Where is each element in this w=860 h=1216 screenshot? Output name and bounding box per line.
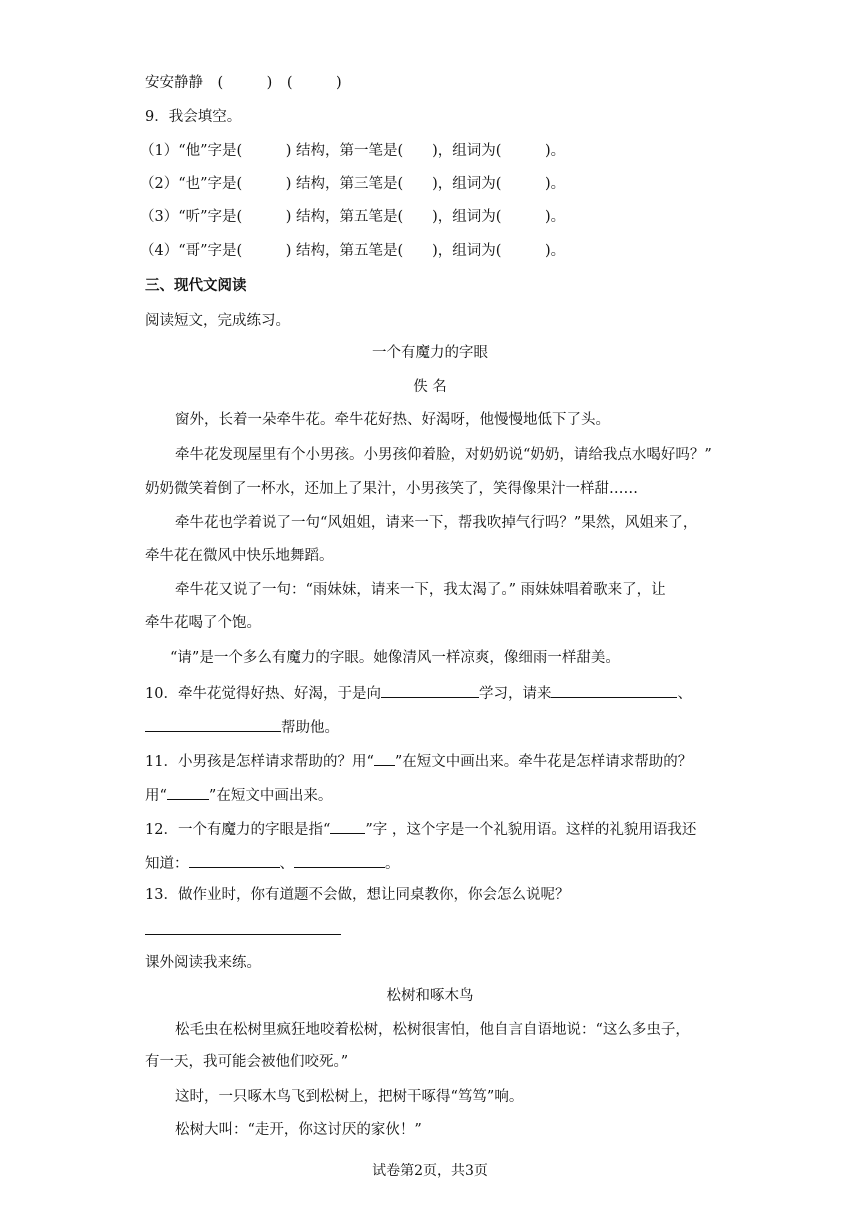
question-10-text-a: 10．牵牛花觉得好热、好渴，于是向 (145, 686, 381, 702)
question-10-blank-2[interactable] (551, 681, 677, 698)
question-11-blank-2[interactable] (167, 783, 209, 800)
question-9-item-4: （4）“哥”字是( ) 结构，第五笔是( )，组词为( )。 (140, 243, 566, 259)
question-11-line-2 (145, 783, 332, 806)
question-11-text-a: 11．小男孩是怎样请求帮助的？用“ (145, 754, 374, 770)
passage-1-author: 佚 名 (413, 379, 447, 395)
extra-paragraph-3: 松树大叫：“走开，你这讨厌的家伙！” (175, 1122, 422, 1138)
question-10-line-2 (145, 715, 339, 738)
passage-1-paragraph-1: 窗外，长着一朵牵牛花。牵牛花好热、好渴呀，他慢慢地低下了头。 (175, 412, 610, 428)
section-3-heading: 三、现代文阅读 (145, 277, 247, 294)
extra-reading-intro: 课外阅读我来练。 (145, 955, 261, 971)
question-11-text-d: ”在短文中画出来。 (208, 788, 333, 804)
extra-paragraph-1a: 松毛虫在松树里疯狂地咬着松树，松树很害怕，他自言自语地说：“这么多虫子， (175, 1022, 690, 1038)
question-11-line-1 (145, 749, 692, 772)
passage-1-paragraph-3b: 牵牛花在微风中快乐地舞蹈。 (145, 548, 334, 564)
question-12-text-a: 12．一个有魔力的字眼是指“ (145, 822, 331, 838)
question-10-text-c: 、 (677, 686, 692, 702)
question-10-blank-1[interactable] (381, 681, 479, 698)
page-footer: 试卷第2页，共3页 (372, 1163, 488, 1179)
question-11-text-c: 用“ (145, 788, 167, 804)
top-line: 安安静静 ( ) ( ) (145, 75, 342, 91)
passage-1-paragraph-4a: 牵牛花又说了一句：“雨妹妹，请来一下，我太渴了。” 雨妹妹唱着歌来了，让 (175, 582, 666, 598)
extra-paragraph-1b: 有一天，我可能会被他们咬死。” (145, 1054, 349, 1070)
passage-1-paragraph-4b: 牵牛花喝了个饱。 (145, 615, 261, 631)
question-10-line-1 (145, 681, 692, 704)
passage-1-title: 一个有魔力的字眼 (372, 345, 488, 361)
question-10-blank-3[interactable] (145, 715, 281, 732)
question-9-title: 9．我会填空。 (145, 109, 242, 125)
question-11-text-b: ”在短文中画出来。牵牛花是怎样请求帮助的？ (394, 754, 693, 770)
question-12-blank-3[interactable] (294, 851, 385, 868)
question-12-line-1 (145, 817, 696, 840)
passage-1-paragraph-3a: 牵牛花也学着说了一句“风姐姐，请来一下，帮我吹掉气行吗？”果然，风姐来了， (175, 515, 698, 531)
passage-1-paragraph-2a: 牵牛花发现屋里有个小男孩。小男孩仰着脸，对奶奶说“奶奶，请给我点水喝好吗？” (175, 447, 712, 463)
question-11-blank-1[interactable] (374, 749, 395, 766)
question-10-text-d: 帮助他。 (281, 720, 339, 736)
question-12-text-d: 、 (279, 856, 294, 872)
section-3-instruction: 阅读短文，完成练习。 (145, 313, 290, 329)
question-12-text-e: 。 (385, 856, 400, 872)
extra-paragraph-2: 这时，一只啄木鸟飞到松树上，把树干啄得“笃笃”响。 (175, 1089, 524, 1105)
question-12-blank-2[interactable] (189, 851, 280, 868)
extra-passage-title: 松树和啄木鸟 (386, 988, 474, 1004)
passage-1-paragraph-5: “请”是一个多么有魔力的字眼。她像清风一样凉爽，像细雨一样甜美。 (170, 650, 620, 666)
question-9-item-1: （1）“他”字是( ) 结构，第一笔是( )，组词为( )。 (140, 143, 566, 159)
question-9-item-2: （2）“也”字是( ) 结构，第三笔是( )，组词为( )。 (140, 176, 566, 192)
question-10-text-b: 学习，请来 (478, 686, 552, 702)
question-13: 13．做作业时，你有道题不会做，想让同桌教你，你会怎么说呢？ (145, 887, 570, 903)
question-12-text-c: 知道： (145, 856, 189, 872)
passage-1-paragraph-2b: 奶奶微笑着倒了一杯水，还加上了果汁，小男孩笑了，笑得像果汁一样甜…… (145, 481, 638, 497)
question-9-item-3: （3）“听”字是( ) 结构，第五笔是( )，组词为( )。 (140, 209, 566, 225)
question-13-answer-line[interactable] (145, 934, 341, 935)
question-12-blank-1[interactable] (330, 817, 365, 834)
question-12-line-2 (145, 851, 400, 874)
question-12-text-b: ”字 ，这个字是一个礼貌用语。这样的礼貌用语我还 (365, 822, 697, 838)
